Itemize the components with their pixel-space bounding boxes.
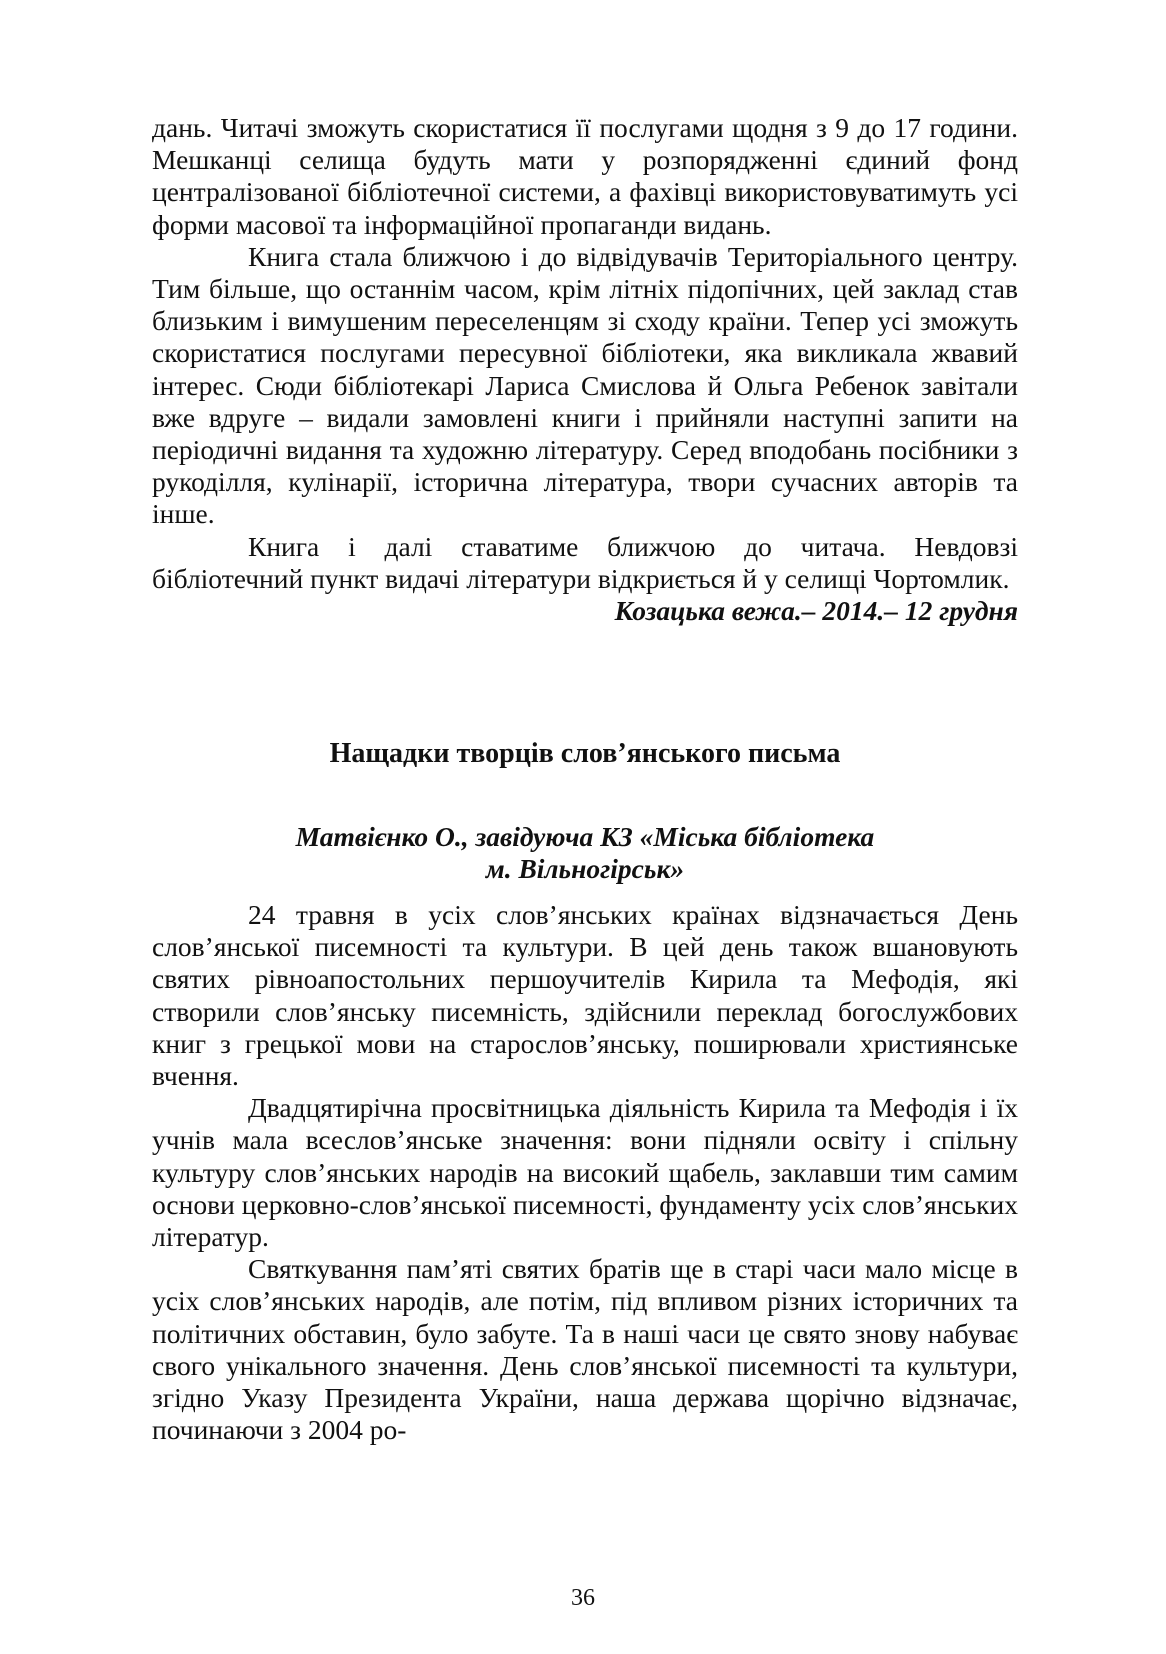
source-citation: Козацька вежа.– 2014.– 12 грудня	[614, 595, 1018, 627]
paragraph: дань. Читачі зможуть скористатися її послугами щодня з 9 до 17 години. Мешканці селища будуть мати у розпорядженні єдиний фонд централізованої бібліотечної системи, а фахівці використовуватимуть усі форми масової та інформаційної пропаганди видань.	[152, 112, 1018, 240]
article-title: Нащадки творців слов’янського письма	[329, 738, 841, 769]
paragraph: Книга стала ближчою і до відвідувачів Територіального центру. Тим більше, що останнім часом, крім літніх підопічних, цей заклад став близьким і вимушеним переселенцям зі сходу країни. Тепер усі зможуть скористатися послугами пересувної бібліотеки, яка викликала жвавий інтерес. Сюди бібліотекарі Лариса Смислова й Ольга Ребенок завітали вже вдруге – видали замовлені книги і прийняли наступні запити на періодичні видання та художню літературу. Серед вподобань посібники з рукоділля, кулінарії, історична література, твори сучасних авторів та інше.	[152, 240, 1018, 530]
paragraph: 24 травня в усіх слов’янських країнах відзначається День слов’янської писемності та культури. В цей день також вшановують святих рівноапостольних першоучителів Кирила та Мефодія, які створили слов’янську писемність, здійснили переклад богослужбових книг з грецької мови на старослов’янську, поширювали християнське вчення.	[152, 899, 1018, 1092]
author-line-1: Матвієнко О., завідуюча КЗ «Міська бібліотека	[295, 821, 875, 852]
page-number: 36	[571, 1585, 595, 1611]
paragraph: Святкування пам’яті святих братів ще в старі часи мало місце в усіх слов’янських народів, але потім, під впливом різних історичних та політичних обставин, було забуте. Та в наші часи це свято знову набуває свого унікального значення. День слов’янської писемності та культури, згідно Указу Президента України, наша держава щорічно відзначає, починаючи з 2004 ро-	[152, 1253, 1018, 1446]
paragraph: Книга і далі ставатиме ближчою до читача. Невдовзі бібліотечний пункт видачі літератури відкриється й у селищі Чортомлик.	[152, 530, 1018, 594]
previous-article-text	[152, 112, 1018, 627]
article-body	[152, 899, 1018, 1446]
paragraph: Двадцятирічна просвітницька діяльність Кирила та Мефодія і їх учнів мала всеслов’янське значення: вони підняли освіту і спільну культуру слов’янських народів на високий щабель, заклавши тим самим основи церковно-слов’янської писемності, фундаменту усіх слов’янських літератур.	[152, 1092, 1018, 1253]
article-author	[152, 821, 1018, 885]
author-line-2: м. Вільногірськ»	[485, 853, 685, 884]
